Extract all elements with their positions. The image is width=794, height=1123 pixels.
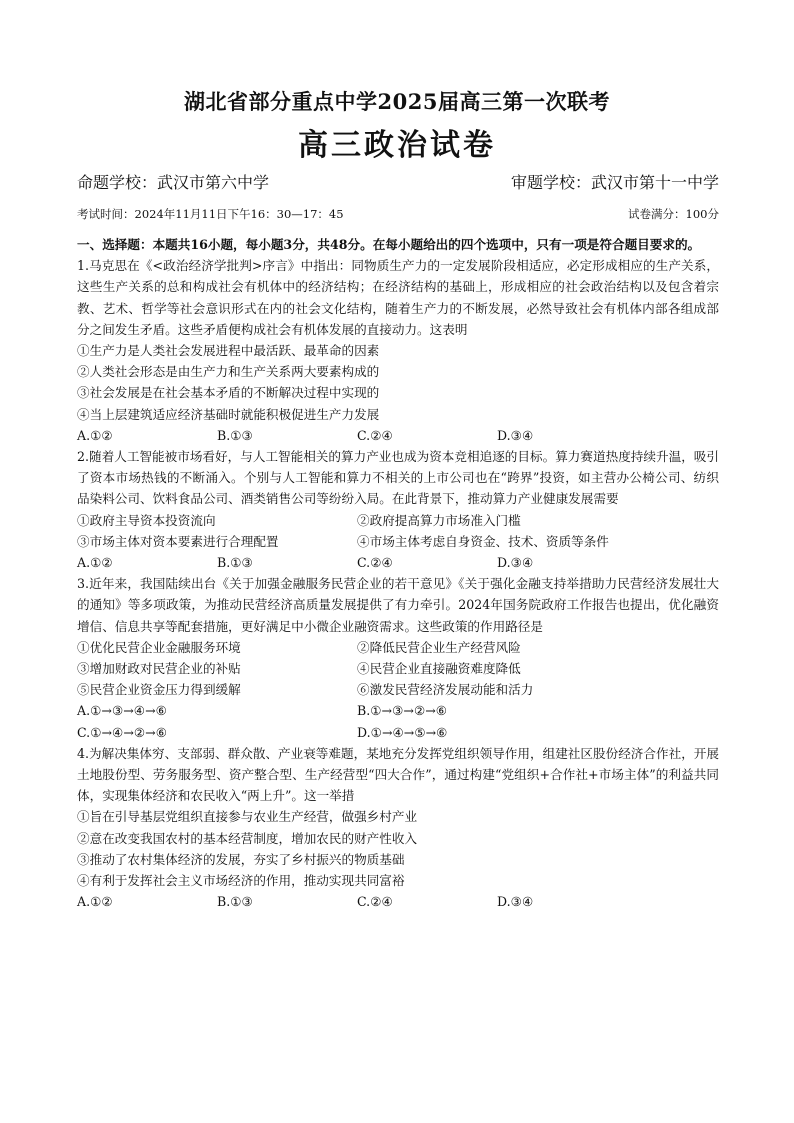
statement-row — [77, 510, 719, 531]
statement: ③增加财政对民营企业的补贴 — [77, 661, 241, 677]
statement: ③市场主体对资本要素进行合理配置 — [77, 533, 279, 549]
choice-d: D.③④ — [497, 555, 534, 571]
question-stem: 1.马克思在《<政治经济学批判>序言》中指出：同物质生产力的一定发展阶段相适应，必定形成相应的生产关系，这些生产关系的总和构成社会有机体中的经济结构；在经济结构的基础上，形成相应的社会政治结构以及包含着宗教、艺术、哲学等社会意识形式在内的社会文化结构，随着生产力的不断发展，必然导致社会有机体内部各组成部分之间发生矛盾。这些矛盾便构成社会有机体发展的直接动力。这表明 — [77, 258, 719, 337]
question-4 — [77, 743, 719, 913]
statement: ⑤民营企业资金压力得到缓解 — [77, 682, 241, 698]
choice-d: D.③④ — [497, 427, 534, 443]
choice-row — [77, 700, 719, 721]
statement: ④民营企业直接融资难度降低 — [357, 661, 521, 677]
choice-c: C.①→④→②→⑥ — [77, 724, 168, 740]
statement-row — [77, 679, 719, 700]
statement: ②政府提高算力市场准入门槛 — [357, 512, 521, 528]
choice-b: B.①③ — [217, 894, 253, 910]
choice-b: B.①③ — [217, 555, 253, 571]
statement: ②降低民营企业生产经营风险 — [357, 639, 521, 655]
statement: ⑥激发民营经济发展动能和活力 — [357, 682, 534, 698]
setter-school: 命题学校：武汉市第六中学 — [77, 173, 270, 192]
section-heading: 一、选择题：本题共16小题，每小题3分，共48分。在每小题给出的四个选项中，只有一项是符合题目要求的。 — [77, 237, 701, 252]
statement-row — [77, 637, 719, 658]
statement: ④当上层建筑适应经济基础时就能积极促进生产力发展 — [77, 406, 380, 422]
statement: ③社会发展是在社会基本矛盾的不断解决过程中实现的 — [77, 385, 380, 401]
choice-a: A.①② — [77, 555, 113, 571]
full-score: 试卷满分：100分 — [628, 207, 719, 221]
choice-row — [77, 722, 719, 743]
choice-a: A.①→③→④→⑥ — [77, 703, 167, 719]
choice-row — [77, 552, 719, 573]
choice-d: D.①→④→⑤→⑥ — [357, 724, 448, 740]
statement: ④市场主体考虑自身资金、技术、资质等条件 — [357, 533, 609, 549]
question-2 — [77, 446, 719, 573]
statement: ②意在改变我国农村的基本经营制度，增加农民的财产性收入 — [77, 830, 418, 846]
statement: ①政府主导资本投资流向 — [77, 512, 216, 528]
choice-a: A.①② — [77, 427, 113, 443]
statement: ③推动了农村集体经济的发展，夯实了乡村振兴的物质基础 — [77, 851, 405, 867]
exam-content — [77, 234, 719, 913]
choice-a: A.①② — [77, 894, 113, 910]
choice-c: C.②④ — [357, 555, 393, 571]
choice-row — [77, 425, 719, 446]
choice-d: D.③④ — [497, 894, 534, 910]
question-stem: 2.随着人工智能被市场看好，与人工智能相关的算力产业也成为资本竞相追逐的目标。算力赛道热度持续升温，吸引了资本市场热钱的不断涌入。个别与人工智能和算力不相关的上市公司也在“跨界”投资，如主营办公椅公司、纺织品染料公司、饮料食品公司、酒类销售公司等纷纷入局。在此背景下，推动算力产业健康发展需要 — [77, 449, 719, 507]
question-stem: 3.近年来，我国陆续出台《关于加强金融服务民营企业的若干意见》《关于强化金融支持举措助力民营经济发展壮大的通知》等多项政策，为推动民营经济高质量发展提供了有力牵引。2024年国务院政府工作报告也提出，优化融资增信、信息共享等配套措施，更好满足中小微企业融资需求。这些政策的作用路径是 — [77, 576, 719, 634]
question-stem: 4.为解决集体穷、支部弱、群众散、产业衰等难题，某地充分发挥党组织领导作用，组建社区股份经济合作社，开展土地股份型、劳务服务型、资产整合型、生产经营型“四大合作”，通过构建“党组织+合作社+市场主体”的利益共同体，实现集体经济和农民收入“两上升”。这一举措 — [77, 745, 719, 804]
choice-b: B.①→③→②→⑥ — [357, 703, 448, 719]
exam-time: 考试时间：2024年11月11日下午16：30—17：45 — [77, 207, 344, 221]
statement-row — [77, 531, 719, 552]
reviewer-school: 审题学校：武汉市第十一中学 — [510, 173, 719, 192]
choice-c: C.②④ — [357, 427, 393, 443]
exam-title-line1: 湖北省部分重点中学2025届高三第一次联考 — [184, 89, 610, 114]
choice-b: B.①③ — [217, 427, 253, 443]
statement: ④有利于发挥社会主义市场经济的作用，推动实现共同富裕 — [77, 873, 405, 889]
choice-c: C.②④ — [357, 894, 393, 910]
question-3 — [77, 573, 719, 743]
statement-row — [77, 658, 719, 679]
statement: ①优化民营企业金融服务环境 — [77, 639, 241, 655]
question-1 — [77, 255, 719, 446]
statement: ①旨在引导基层党组织直接参与农业生产经营，做强乡村产业 — [77, 809, 418, 825]
choice-row — [77, 891, 719, 912]
statement: ①生产力是人类社会发展进程中最活跃、最革命的因素 — [77, 343, 380, 359]
exam-title-line2: 高三政治试卷 — [298, 128, 496, 163]
statement: ②人类社会形态是由生产力和生产关系两大要素构成的 — [77, 364, 380, 380]
